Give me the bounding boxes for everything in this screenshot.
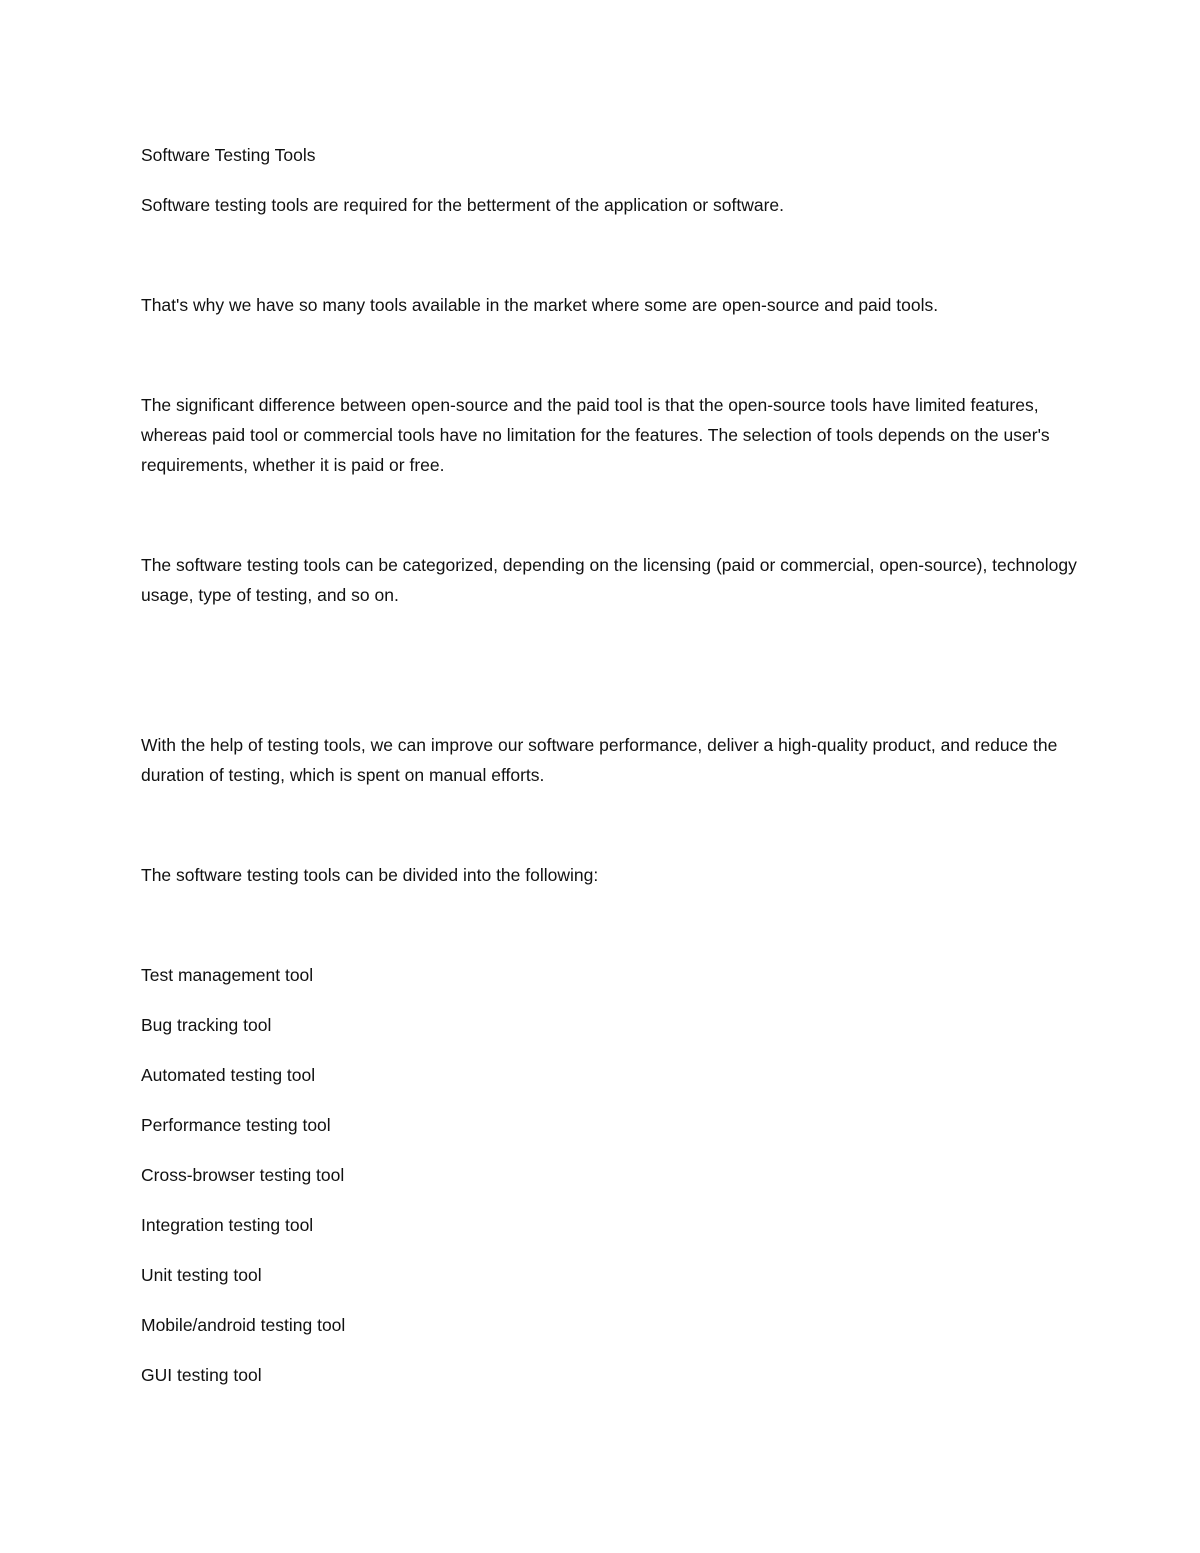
list-item: Performance testing tool <box>141 1115 331 1135</box>
paragraph-benefits: With the help of testing tools, we can improve our software performance, deliver a high-quality product, and reduce the duration of testing, which is spent on manual efforts. <box>141 735 1058 785</box>
paragraph-intro: Software testing tools are required for the betterment of the application or software. <box>141 195 784 215</box>
list-item: Test management tool <box>141 965 314 985</box>
list-item: Cross-browser testing tool <box>141 1165 345 1185</box>
paragraph-division: The software testing tools can be divided into the following: <box>141 865 599 885</box>
paragraph-availability: That's why we have so many tools available in the market where some are open-source and paid tools. <box>141 295 939 315</box>
list-item: Integration testing tool <box>141 1215 314 1235</box>
list-item: Mobile/android testing tool <box>141 1315 346 1335</box>
paragraph-difference: The significant difference between open-source and the paid tool is that the open-source tools have limited features, whereas paid tool or commercial tools have no limitation for the features. The selection of tools depends on the user's requirements, whether it is paid or free. <box>141 395 1050 475</box>
list-item: Bug tracking tool <box>141 1015 272 1035</box>
list-item: GUI testing tool <box>141 1365 262 1385</box>
document-title: Software Testing Tools <box>141 145 316 165</box>
tool-list <box>141 960 345 1410</box>
paragraph-categorization: The software testing tools can be categorized, depending on the licensing (paid or commercial, open-source), technology usage, type of testing, and so on. <box>141 555 1077 605</box>
list-item: Automated testing tool <box>141 1065 316 1085</box>
list-item: Unit testing tool <box>141 1265 262 1285</box>
